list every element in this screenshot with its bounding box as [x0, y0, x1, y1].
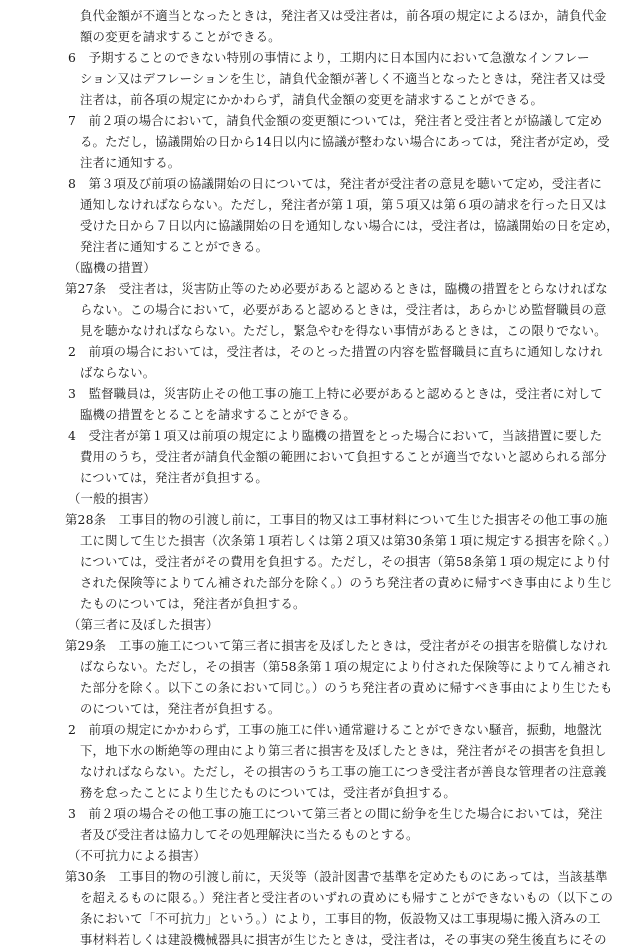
paragraph-first-line: 4 受注者が第１項又は前項の規定により臨機の措置をとった場合において，当該措置に要した	[68, 428, 603, 443]
paragraph-continuation-line: なければならない。ただし，その損害のうち工事の施工につき受注者が善良な管理者の注意義	[80, 764, 607, 779]
paragraph-continuation-line: 臨機の措置をとることを請求することができる。	[80, 407, 356, 422]
article-first-line: 第28条 工事目的物の引渡し前に，工事目的物又は工事材料について生じた損害その他工事の施	[65, 512, 608, 527]
section-heading: （不可抗力による損害）	[68, 848, 206, 863]
article-continuation-line: 事材料若しくは建設機械器具に損害が生じたときは，受注者は，その事実の発生後直ちにその	[80, 932, 607, 947]
paragraph-first-line: 2 前項の場合においては，受注者は，そのとった措置の内容を監督職員に直ちに通知しなけれ	[68, 344, 603, 359]
article-continuation-line: たものについては，発注者が負担する。	[80, 596, 306, 611]
paragraph-continuation-line: 者及び受注者は協力してその処理解決に当たるものとする。	[80, 827, 419, 842]
paragraph-first-line: 7 前２項の場合において，請負代金額の変更額については，発注者と受注者とが協議して定め	[68, 113, 603, 128]
article-first-line: 第30条 工事目的物の引渡し前に，天災等（設計図書で基準を定めたものにあっては，当該基準	[65, 869, 608, 884]
paragraph-continuation-line: 務を怠ったことにより生じたものについては，受注者が負担する。	[80, 785, 456, 800]
article-continuation-line: 工に関して生じた損害（次条第１項若しくは第２項又は第30条第１項に規定する損害を除く。）	[80, 533, 617, 548]
paragraph-first-line: 3 前２項の場合その他工事の施工について第三者との間に紛争を生じた場合においては，発注	[68, 806, 603, 821]
section-heading: （一般的損害）	[68, 491, 156, 506]
paragraph-continuation-line: 注者に通知する。	[80, 155, 181, 170]
paragraph-first-line: 6 予期することのできない特別の事情により，工期内に日本国内において急激なインフレー	[68, 50, 590, 65]
article-continuation-line: については，受注者がその費用を負担する。ただし，その損害（第58条第１項の規定により付	[80, 554, 610, 569]
article-continuation-line: た部分を除く。以下この条において同じ。）のうち発注者の責めに帰すべき事由により生じたも	[80, 680, 613, 695]
article-continuation-line: ばならない。ただし，その損害（第58条第１項の規定により付された保険等によりてん補され	[80, 659, 611, 674]
paragraph-continuation-line: ばならない。	[80, 365, 156, 380]
article-continuation-line: らない。この場合において，必要があると認めるときは，受注者は，あらかじめ監督職員の意	[80, 302, 607, 317]
paragraph-continuation-line: 注者は，前各項の規定にかかわらず，請負代金額の変更を請求することができる。	[80, 92, 544, 107]
paragraph-first-line: 8 第３項及び前項の協議開始の日については，発注者が受注者の意見を聴いて定め，受注者に	[68, 176, 602, 191]
article-continuation-line: を超えるものに限る。）発注者と受注者のいずれの責めにも帰すことができないもの（以下この	[80, 890, 614, 905]
paragraph-continuation-line: ション又はデフレーションを生じ，請負代金額が著しく不適当となったときは，発注者又は受	[80, 71, 606, 86]
paragraph-continuation-line: 費用のうち，受注者が請負代金額の範囲において負担することが適当でないと認められる部分	[80, 449, 607, 464]
paragraph-continuation-line: 負代金額が不適当となったときは，発注者又は受注者は，前各項の規定によるほか，請負代金	[80, 8, 607, 23]
article-continuation-line: 条において「不可抗力」という。）により，工事目的物，仮設物又は工事現場に搬入済みの工	[80, 911, 601, 926]
contract-text-body	[0, 5, 620, 950]
article-first-line: 第29条 工事の施工について第三者に損害を及ぼしたときは，受注者がその損害を賠償しなけれ	[65, 638, 608, 653]
section-heading: （臨機の措置）	[68, 260, 156, 275]
article-continuation-line: された保険等によりてん補された部分を除く。）のうち発注者の責めに帰すべき事由により生じ	[80, 575, 613, 590]
paragraph-continuation-line: 発注者に通知することができる。	[80, 239, 269, 254]
paragraph-continuation-line: る。ただし，協議開始の日から14日以内に協議が整わない場合にあっては，発注者が定め，受	[80, 134, 610, 149]
paragraph-first-line: 2 前項の規定にかかわらず，工事の施工に伴い通常避けることができない騒音，振動，地盤沈	[68, 722, 602, 737]
paragraph-continuation-line: 受けた日から７日以内に協議開始の日を通知しない場合には，受注者は，協議開始の日を定め，	[80, 218, 619, 233]
article-continuation-line: のについては，発注者が負担する。	[80, 701, 281, 716]
paragraph-continuation-line: 通知しなければならない。ただし，発注者が第１項，第５項又は第６項の請求を行った日又は	[80, 197, 607, 212]
paragraph-continuation-line: 下，地下水の断絶等の理由により第三者に損害を及ぼしたときは，発注者がその損害を負担し	[80, 743, 607, 758]
section-heading: （第三者に及ぼした損害）	[68, 617, 219, 632]
paragraph-first-line: 3 監督職員は，災害防止その他工事の施工上特に必要があると認めるときは，受注者に対して	[68, 386, 603, 401]
paragraph-continuation-line: 額の変更を請求することができる。	[80, 29, 281, 44]
article-continuation-line: 見を聴かなければならない。ただし，緊急やむを得ない事情があるときは，この限りでない。	[80, 323, 607, 338]
article-first-line: 第27条 受注者は，災害防止等のため必要があると認めるときは，臨機の措置をとらなければな	[65, 281, 608, 296]
paragraph-continuation-line: については，発注者が負担する。	[80, 470, 268, 485]
